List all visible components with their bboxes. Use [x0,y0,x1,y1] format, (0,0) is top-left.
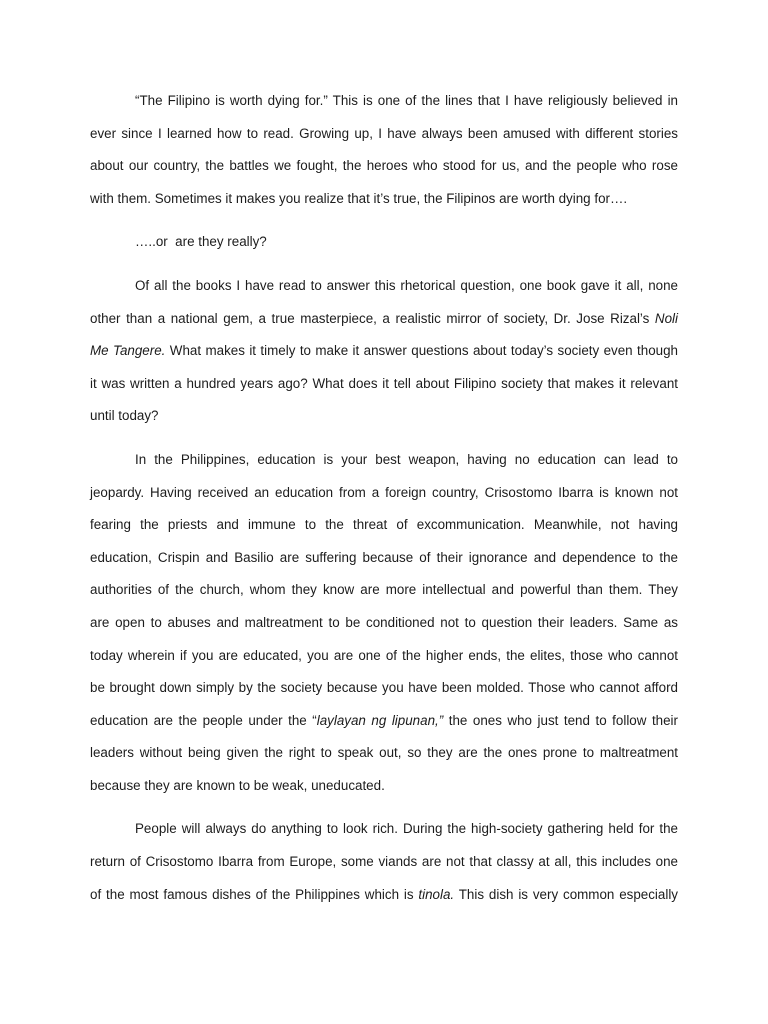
text-line [90,303,678,336]
italic-text: Me Tangere. [90,343,166,359]
text-line: be brought down simply by the society because you have been molded. Those who cannot afford [90,680,678,696]
text-line: People will always do anything to look rich. During the high-society gathering held for the [135,821,678,837]
text-line: Of all the books I have read to answer this rhetorical question, one book gave it all, none [135,277,678,293]
text-line: ever since I learned how to read. Growing up, I have always been amused with different stories [90,125,678,141]
text-line: fearing the priests and immune to the threat of excommunication. Meanwhile, not having [90,517,678,533]
text-line: until today? [90,408,159,424]
text-line: with them. Sometimes it makes you realize that it’s true, the Filipinos are worth dying for…. [90,190,628,206]
italic-text: Noli [654,310,678,326]
paragraph [90,270,678,433]
text-segment: the ones who just tend to follow their [443,712,678,728]
text-segment: of the most famous dishes of the Philippines which is [90,886,419,902]
italic-text: laylayan ng lipunan,” [316,712,444,728]
paragraph [90,444,678,803]
text-line [90,335,678,368]
paragraph [90,226,678,259]
text-line: return of Crisostomo Ibarra from Europe, some viands are not that classy at all, this includes one [90,854,678,870]
text-segment: What makes it timely to make it answer questions about today’s society even though [165,343,679,359]
document-body [90,85,678,911]
text-line [90,705,678,738]
text-line [90,879,678,912]
text-line: today wherein if you are educated, you are one of the higher ends, the elites, those who cannot [90,647,678,663]
text-line: authorities of the church, whom they know are more intellectual and powerful than them. They [90,582,678,598]
text-line: because they are known to be weak, uneducated. [90,777,385,793]
text-line: …..or are they really? [135,234,267,250]
italic-text: tinola. [418,886,455,902]
text-line: In the Philippines, education is your best weapon, having no education can lead to [135,451,678,467]
text-segment: education are the people under the “ [90,712,317,728]
text-segment: other than a national gem, a true masterpiece, a realistic mirror of society, Dr. Jose Rizal’s [90,310,655,326]
text-line: are open to abuses and maltreatment to be conditioned not to question their leaders. Same as [90,614,678,630]
text-line: leaders without being given the right to speak out, so they are the ones prone to maltreatment [90,745,678,761]
text-line: jeopardy. Having received an education from a foreign country, Crisostomo Ibarra is known not [90,484,678,500]
text-segment: This dish is very common especially [454,886,678,902]
text-line: education, Crispin and Basilio are suffering because of their ignorance and dependence to the [90,549,678,565]
paragraph [90,813,678,911]
text-line: about our country, the battles we fought, the heroes who stood for us, and the people who rose [90,158,678,174]
paragraph [90,85,678,215]
text-line: “The Filipino is worth dying for.” This is one of the lines that I have religiously believed in [135,93,678,108]
text-line: it was written a hundred years ago? What does it tell about Filipino society that makes it relevant [90,375,678,391]
